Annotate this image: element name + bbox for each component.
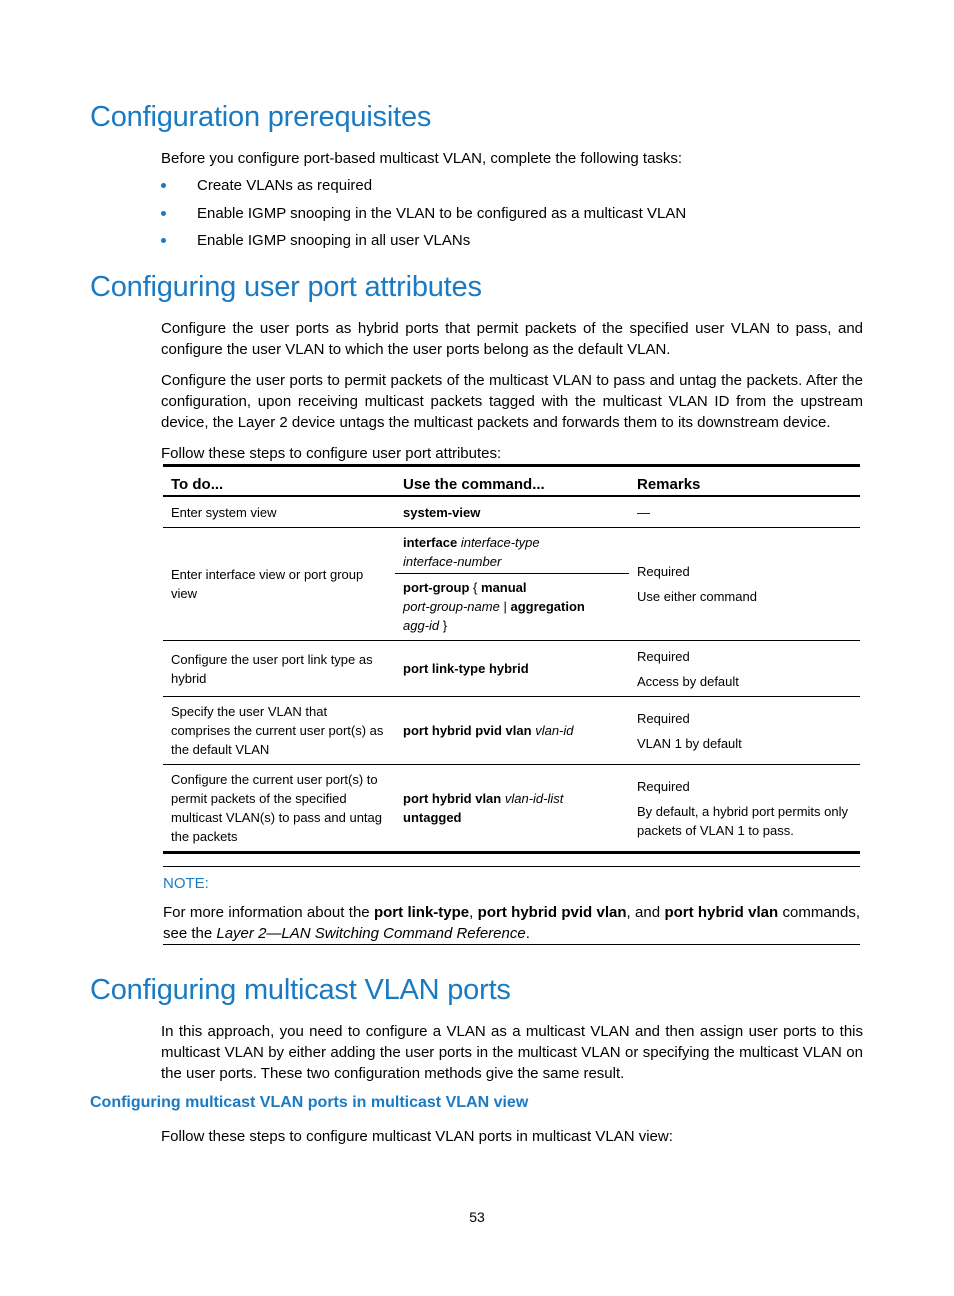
section-title-user-port: Configuring user port attributes bbox=[90, 271, 482, 303]
prereq-intro: Before you configure port-based multicast VLAN, complete the following tasks: bbox=[161, 150, 683, 167]
table-row: Enter interface view or port group view interface interface-type interface-number Required Use either command bbox=[163, 528, 860, 574]
bullet-icon bbox=[161, 238, 166, 243]
section-title-multicast-vlan-ports: Configuring multicast VLAN ports bbox=[90, 974, 511, 1006]
note-text: For more information about the port link-type, port hybrid pvid vlan, and port hybrid vlan commands, see the Layer 2—LAN Switching Command Reference. bbox=[163, 904, 861, 942]
user-port-paragraph-2: Configure the user ports to permit packets of the multicast VLAN to pass and untag the packets. After the configuration, upon receiving multicast packets tagged with the multicast VLAN ID from the upstream device, the Layer 2 device untags the multicast packets and forwards them to its downstream device. bbox=[161, 372, 863, 431]
user-port-paragraph-3: Follow these steps to configure user port attributes: bbox=[161, 445, 502, 462]
multicast-paragraph-1: In this approach, you need to configure a VLAN as a multicast VLAN and then assign user ports to this multicast VLAN by either adding the user ports in the multicast VLAN or specifying the multicast VLAN on the user ports. These two configuration methods give the same result. bbox=[161, 1023, 863, 1082]
note-box bbox=[163, 866, 860, 945]
header-command: Use the command... bbox=[395, 466, 629, 497]
steps-table bbox=[163, 464, 860, 854]
page-number: 53 bbox=[469, 1209, 485, 1225]
bullet-icon bbox=[161, 211, 166, 216]
subsection-title: Configuring multicast VLAN ports in multicast VLAN view bbox=[90, 1094, 529, 1111]
section-title-prerequisites: Configuration prerequisites bbox=[90, 101, 432, 133]
table-row: Specify the user VLAN that comprises the current user port(s) as the default VLAN port hybrid pvid vlan vlan-id Required VLAN 1 by default bbox=[163, 697, 860, 765]
table-row: Enter system view system-view — bbox=[163, 496, 860, 528]
note-label: NOTE: bbox=[163, 875, 209, 892]
bullet-icon bbox=[161, 183, 166, 188]
header-todo: To do... bbox=[163, 466, 395, 497]
table-row: port-group { manual port-group-name | aggregation agg-id } bbox=[163, 574, 860, 641]
table-header-row bbox=[163, 466, 860, 497]
user-port-paragraph-1: Configure the user ports as hybrid ports that permit packets of the specified user VLAN to pass, and configure the user VLAN to which the user ports belong as the default VLAN. bbox=[161, 320, 863, 358]
table-row: Configure the current user port(s) to permit packets of the specified multicast VLAN(s) to pass and untag the packets port hybrid vlan vlan-id-list untagged Required By default, a hybrid port permits only packets of VLAN 1 to pass. bbox=[163, 765, 860, 853]
table-row: Configure the user port link type as hybrid port link-type hybrid Required Access by default bbox=[163, 641, 860, 697]
header-remarks: Remarks bbox=[629, 466, 860, 497]
multicast-paragraph-2: Follow these steps to configure multicast VLAN ports in multicast VLAN view: bbox=[161, 1128, 673, 1145]
